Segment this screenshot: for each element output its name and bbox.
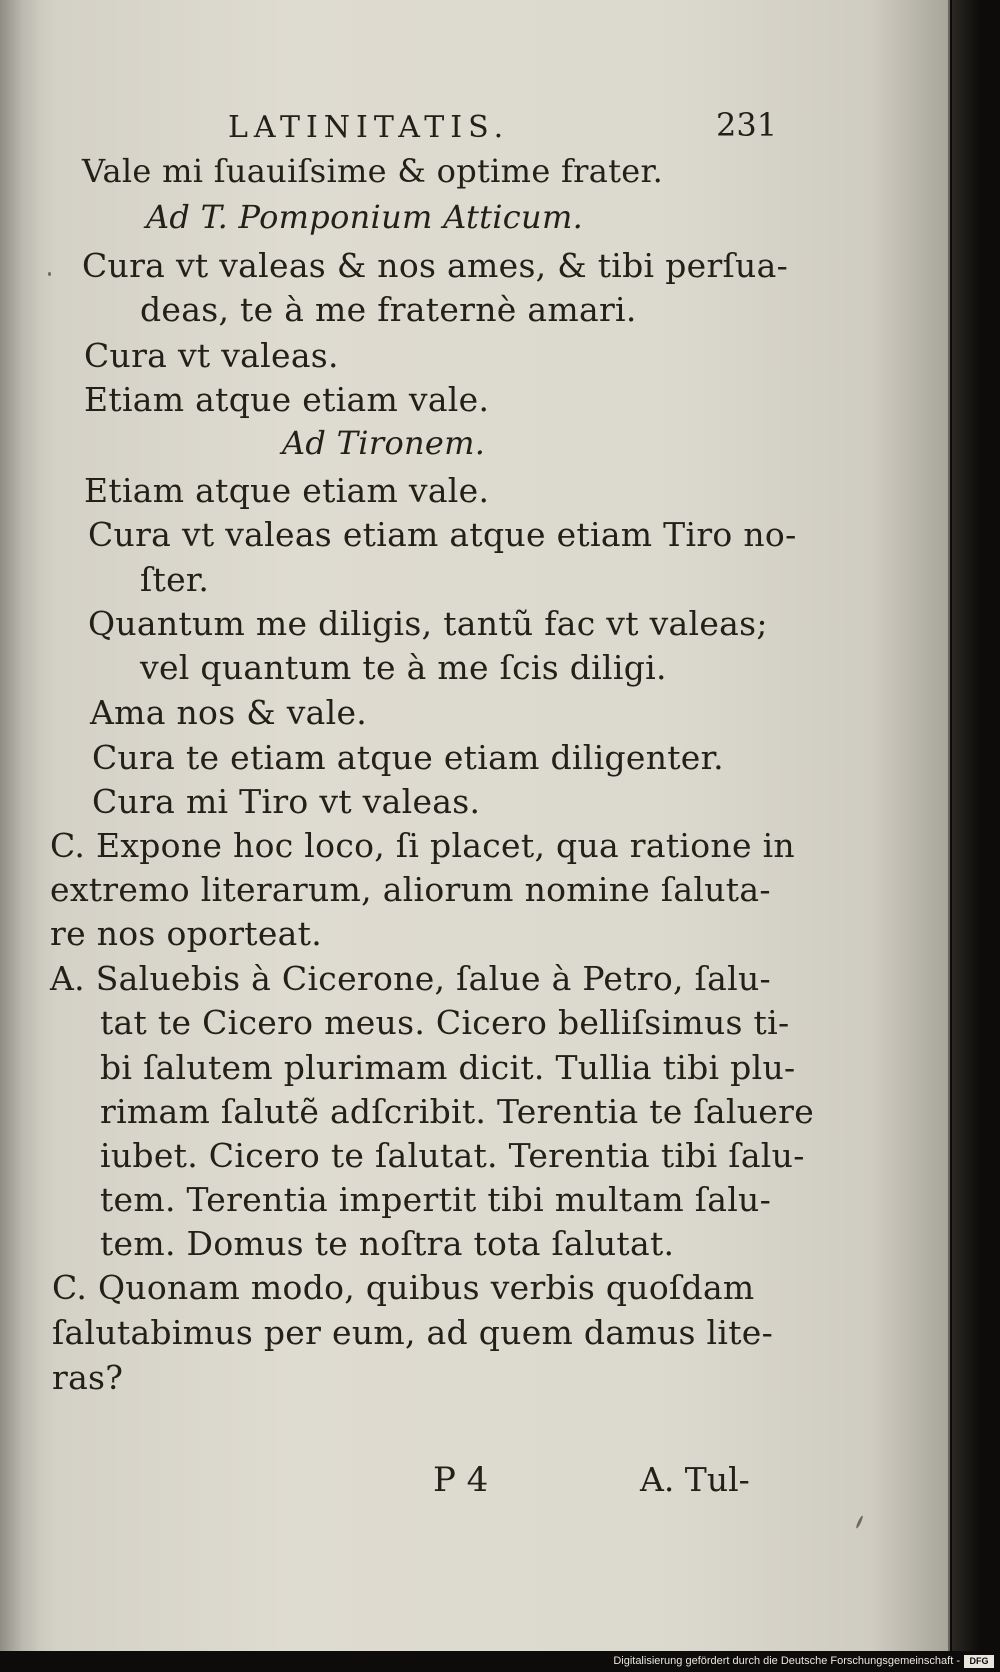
credit-text: Digitalisierung gefördert durch die Deutsche Forschungsgemeinschaft -	[613, 1655, 960, 1667]
text-line: tem. Terentia impertit tibi multam ſalu-	[100, 1180, 772, 1219]
page-gutter-shadow	[0, 0, 38, 1651]
section-heading: Ad T. Pomponium Atticum.	[146, 198, 584, 236]
text-line: Cura vt valeas etiam atque etiam Tiro no-	[88, 515, 797, 554]
section-heading: Ad Tironem.	[282, 424, 486, 462]
text-line: tem. Domus te noſtra tota ſalutat.	[100, 1224, 675, 1263]
text-line: Etiam atque etiam vale.	[84, 471, 490, 510]
running-title: LATINITATIS.	[228, 110, 510, 145]
text-line: vel quantum te à me ſcis diligi.	[140, 648, 667, 687]
text-line: iubet. Cicero te ſalutat. Terentia tibi ſalu-	[100, 1136, 805, 1175]
page-edge-shadow	[952, 0, 1000, 1651]
signature-mark: P 4	[433, 1460, 489, 1500]
text-line: rimam ſalutẽ adſcribit. Terentia te ſaluere	[100, 1092, 815, 1131]
text-line: Quantum me diligis, tantũ fac vt valeas;	[88, 604, 768, 643]
text-line: extremo literarum, aliorum nomine ſaluta-	[50, 870, 771, 909]
question-line: C. Expone hoc loco, ſi placet, qua ratione in	[50, 826, 795, 865]
text-line: re nos oporteat.	[50, 914, 322, 953]
answer-line: A. Saluebis à Cicerone, ſalue à Petro, ſalu-	[50, 959, 771, 998]
text-line: Cura vt valeas.	[84, 336, 339, 375]
text-line: ſter.	[140, 560, 210, 599]
ink-speck	[855, 1515, 864, 1529]
question-line: C. Quonam modo, quibus verbis quoſdam	[52, 1268, 755, 1307]
text-line: bi ſalutem plurimam dicit. Tullia tibi plu-	[100, 1048, 796, 1087]
text-line: Cura vt valeas & nos ames, & tibi perſua-	[82, 246, 789, 285]
text-line: ſalutabimus per eum, ad quem damus lite-	[52, 1313, 774, 1352]
dfg-logo: DFG	[964, 1655, 994, 1668]
text-line: Cura mi Tiro vt valeas.	[92, 782, 481, 821]
text-line: Vale mi ſuauiſsime & optime frater.	[82, 152, 664, 190]
ink-speck	[48, 272, 51, 276]
digitization-credit	[0, 1651, 1000, 1672]
page-number: 231	[716, 106, 778, 144]
text-line: ras?	[52, 1358, 124, 1397]
catchword: A. Tul-	[640, 1460, 750, 1499]
text-line: Ama nos & vale.	[90, 693, 368, 732]
text-line: tat te Cicero meus. Cicero belliſsimus ti-	[100, 1003, 790, 1042]
text-line: Etiam atque etiam vale.	[84, 380, 490, 419]
text-line: deas, te à me fraternè amari.	[140, 290, 637, 329]
text-line: Cura te etiam atque etiam diligenter.	[92, 738, 724, 777]
